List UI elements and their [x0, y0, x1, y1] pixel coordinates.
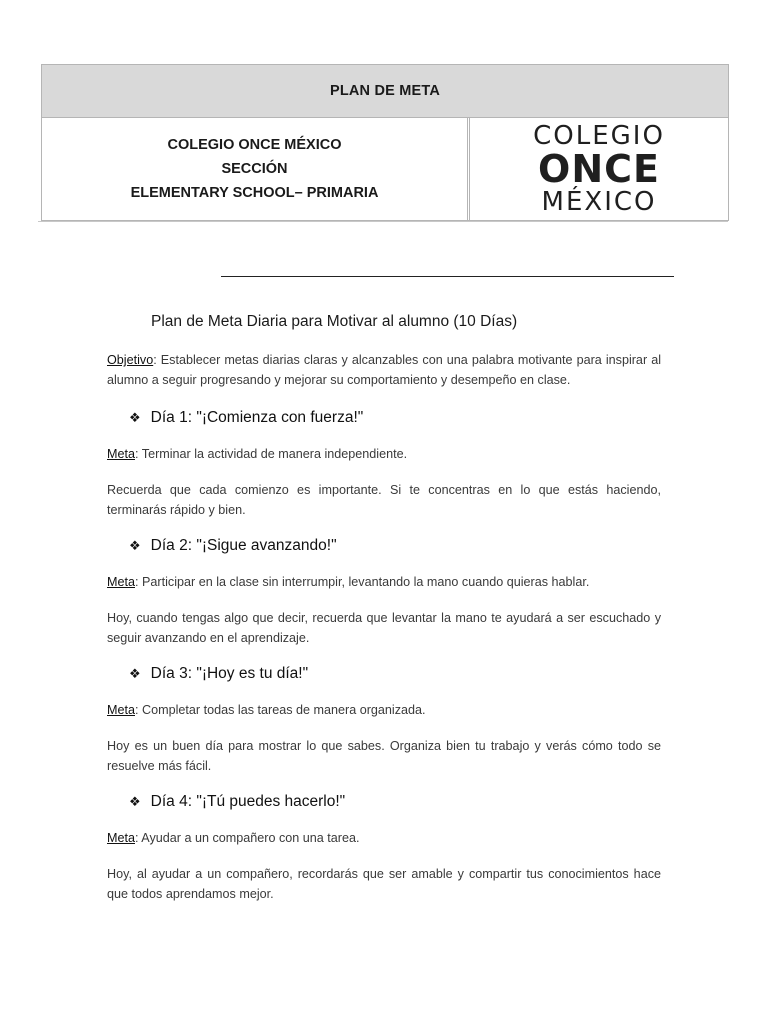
- diamond-four-bullet-icon: ❖: [129, 538, 141, 553]
- objective-paragraph: [107, 350, 661, 390]
- diamond-four-bullet-icon: ❖: [129, 666, 141, 681]
- school-name: COLEGIO ONCE MÉXICO: [167, 137, 342, 153]
- logo-line-colegio: COLEGIO: [533, 121, 665, 151]
- day-1-title: Día 1: "¡Comienza con fuerza!": [150, 409, 364, 426]
- logo-line-once: ONCE: [538, 147, 660, 191]
- day-4-note: Hoy, al ayudar a un compañero, recordarás que ser amable y compartir tus conocimientos hace que todos aprendamos mejor.: [107, 867, 661, 901]
- day-2-goal-text: : Participar en la clase sin interrumpir, levantando la mano cuando quieras hablar.: [135, 575, 590, 589]
- day-3-goal: [107, 700, 661, 720]
- name-blank-line: [221, 276, 674, 277]
- day-2-heading: [129, 536, 661, 556]
- section-label: SECCIÓN: [221, 161, 288, 177]
- section-name: ELEMENTARY SCHOOL– PRIMARIA: [130, 185, 379, 201]
- day-3-title: Día 3: "¡Hoy es tu día!": [150, 665, 309, 682]
- meta-label: Meta: [107, 575, 135, 589]
- day-4-heading: [129, 792, 661, 812]
- header-divider: [38, 221, 728, 222]
- header-table: [41, 64, 729, 221]
- school-logo: [533, 122, 665, 216]
- logo-line-mexico: MÉXICO: [541, 187, 657, 217]
- meta-label: Meta: [107, 447, 135, 461]
- day-1-heading: [129, 408, 661, 428]
- day-1-goal-text: : Terminar la actividad de manera independiente.: [135, 447, 408, 461]
- plan-content: [107, 350, 661, 904]
- meta-label: Meta: [107, 703, 135, 717]
- day-4-title: Día 4: "¡Tú puedes hacerlo!": [150, 793, 346, 810]
- day-3-note: Hoy es un buen día para mostrar lo que sabes. Organiza bien tu trabajo y verás cómo todo se resuelve más fácil.: [107, 739, 661, 773]
- objective-label: Objetivo: [107, 353, 154, 367]
- day-2-note: Hoy, cuando tengas algo que decir, recuerda que levantar la mano te ayudará a ser escuchado y seguir avanzando en el aprendizaje.: [107, 611, 661, 645]
- diamond-four-bullet-icon: ❖: [129, 794, 141, 809]
- header-info-row: [42, 118, 728, 220]
- plan-title: Plan de Meta Diaria para Motivar al alumno (10 Días): [151, 313, 518, 330]
- day-2-title: Día 2: "¡Sigue avanzando!": [150, 537, 337, 554]
- diamond-four-bullet-icon: ❖: [129, 410, 141, 425]
- objective-text: : Establecer metas diarias claras y alcanzables con una palabra motivante para inspirar al alumno a seguir progresando y mejorar su comportamiento y desempeño en clase.: [107, 353, 661, 387]
- school-info: [42, 118, 470, 220]
- day-4-goal: [107, 828, 661, 848]
- day-3-goal-text: : Completar todas las tareas de manera organizada.: [135, 703, 426, 717]
- day-3-heading: [129, 664, 661, 684]
- day-1-goal: [107, 444, 661, 464]
- day-4-goal-text: : Ayudar a un compañero con una tarea.: [135, 831, 360, 845]
- document-title: PLAN DE META: [42, 65, 728, 118]
- meta-label: Meta: [107, 831, 135, 845]
- logo-cell: [470, 118, 728, 220]
- day-1-note: Recuerda que cada comienzo es importante. Si te concentras en lo que estás haciendo, terminarás rápido y bien.: [107, 483, 661, 517]
- day-2-goal: [107, 572, 661, 592]
